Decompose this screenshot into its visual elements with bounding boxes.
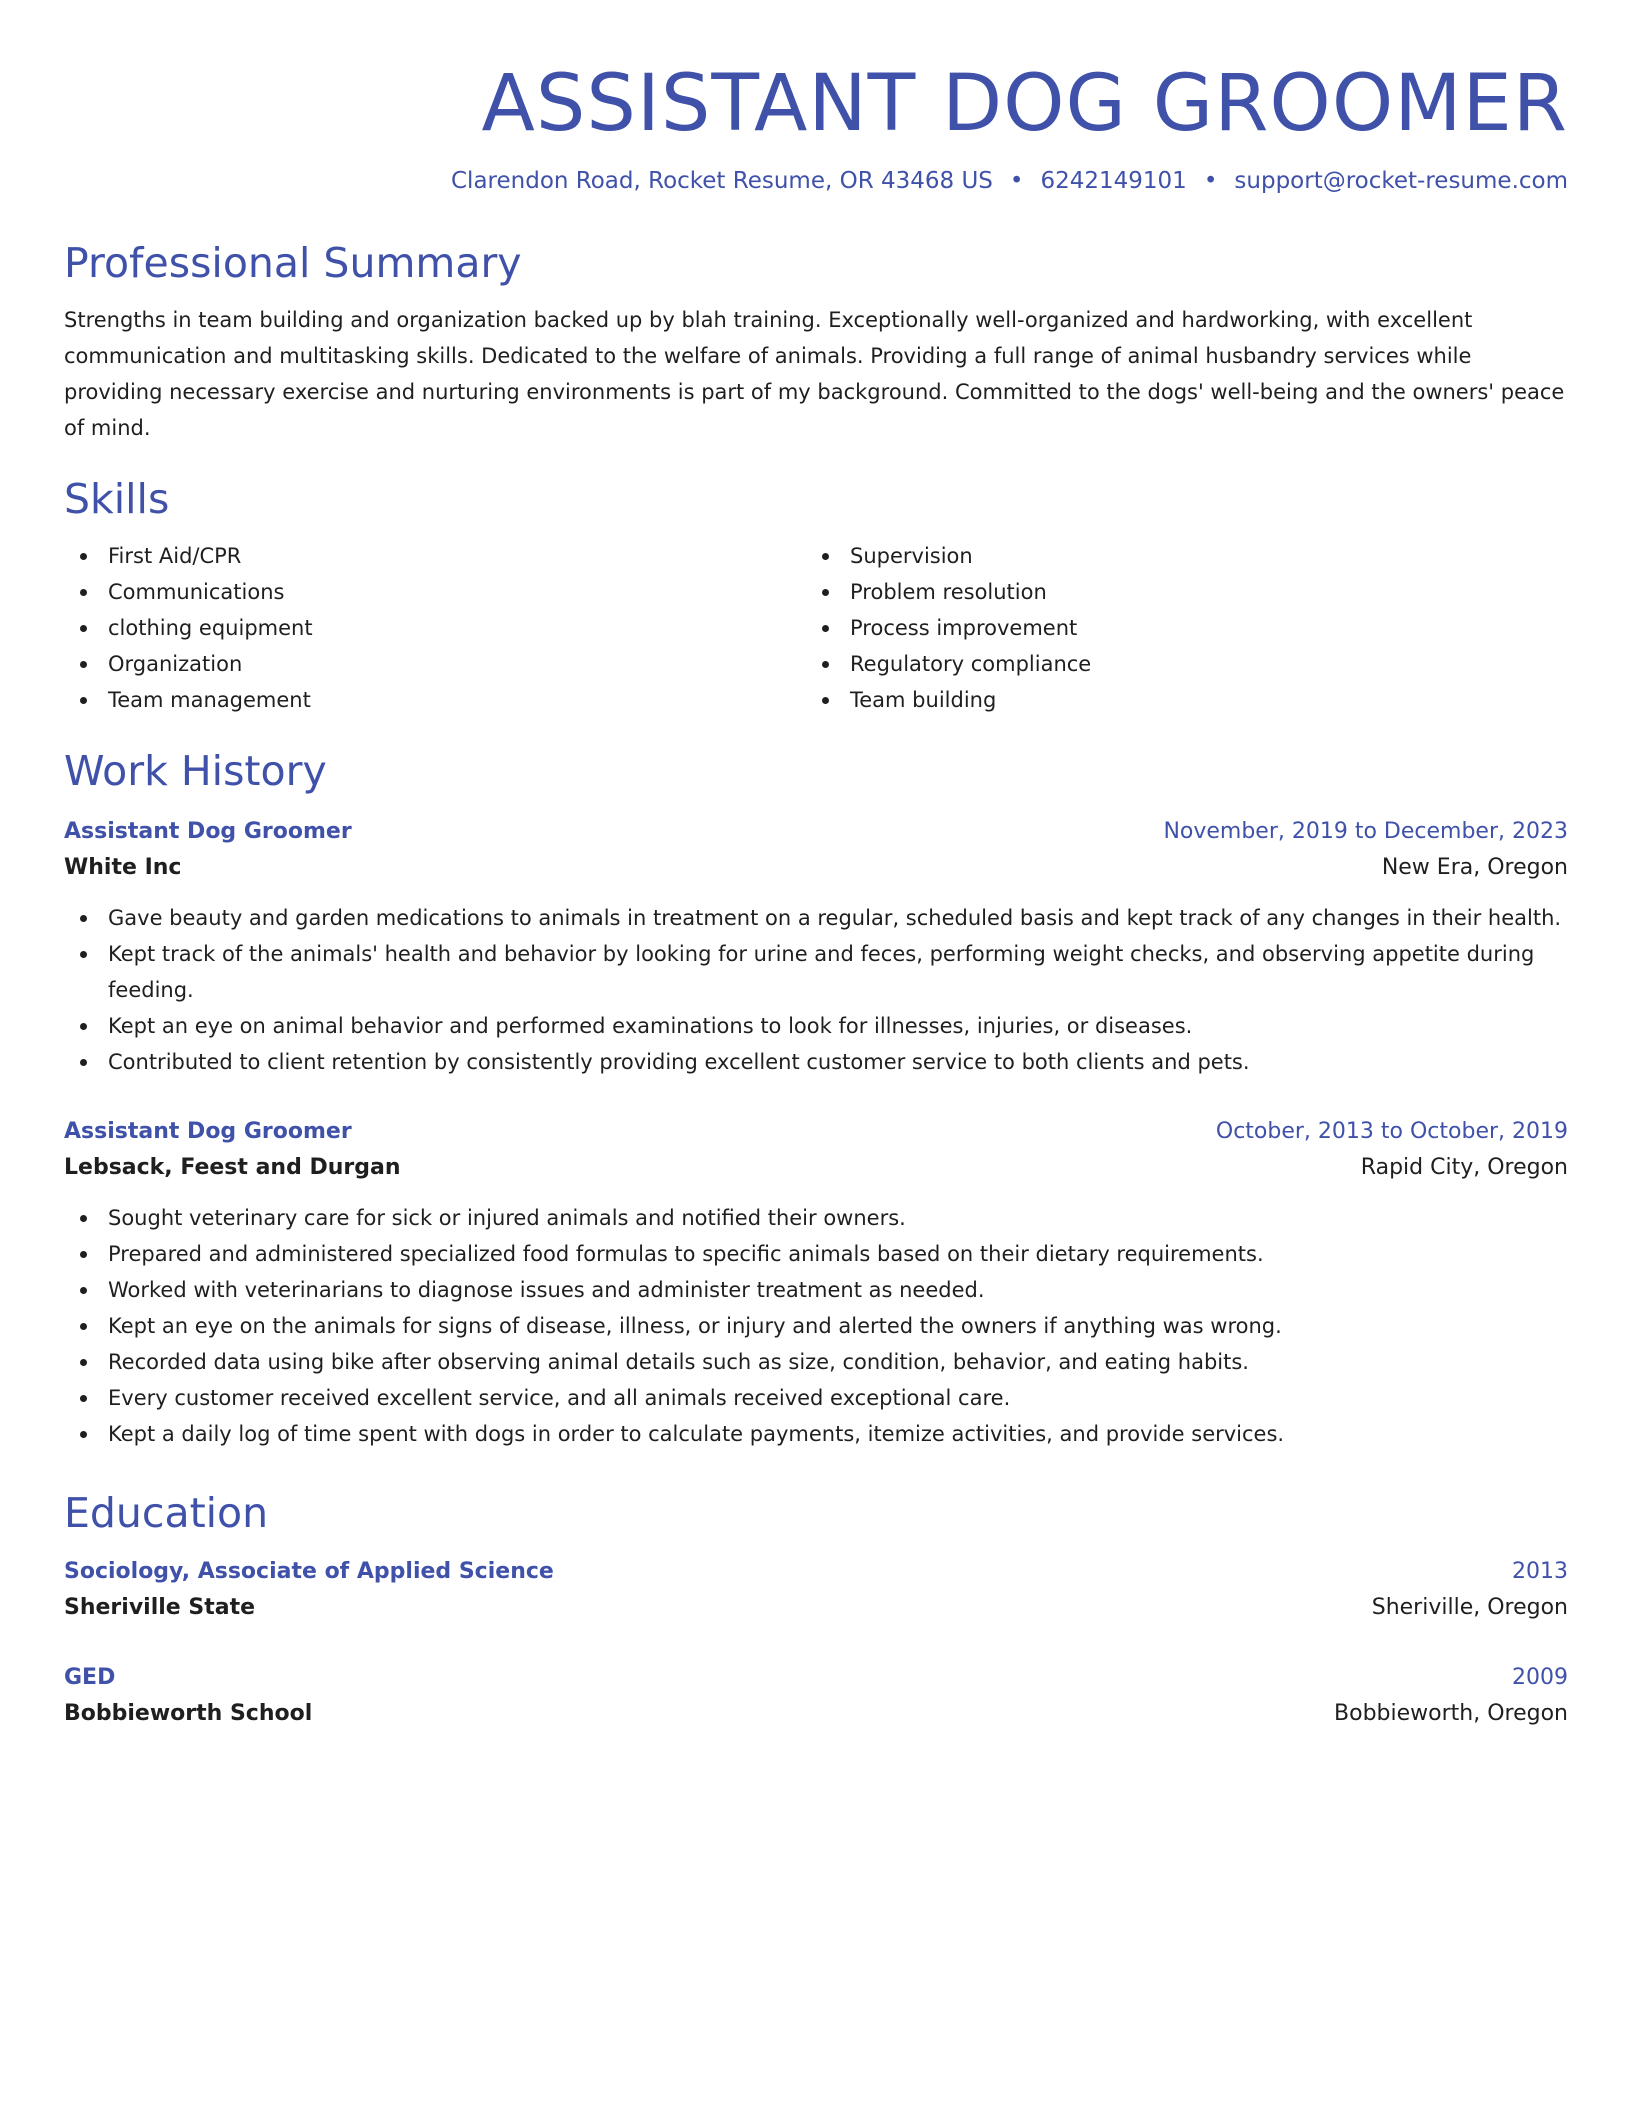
work-entry-header: [64, 1114, 1568, 1150]
contact-separator: •: [1203, 168, 1218, 194]
degree-year: 2009: [1512, 1665, 1568, 1690]
skills-column-left: [64, 538, 806, 718]
contact-line: [64, 164, 1568, 198]
job-bullet: Kept a daily log of time spent with dogs in order to calculate payments, itemize activities, and provide services.: [64, 1416, 1568, 1452]
skill-item: Team building: [806, 682, 1548, 718]
work-entry-subheader: [64, 850, 1568, 886]
job-bullet: Kept an eye on the animals for signs of disease, illness, or injury and alerted the owners if anything was wrong.: [64, 1308, 1568, 1344]
job-bullets: [64, 1200, 1568, 1452]
degree-year: 2013: [1512, 1559, 1568, 1584]
job-bullet: Recorded data using bike after observing animal details such as size, condition, behavior, and eating habits.: [64, 1344, 1568, 1380]
job-title: Assistant Dog Groomer: [64, 819, 352, 844]
employer-name: White Inc: [64, 855, 182, 880]
skills-column-right: [806, 538, 1548, 718]
section-title-education: Education: [64, 1489, 269, 1537]
job-location: Rapid City, Oregon: [1360, 1155, 1568, 1180]
job-bullets: [64, 900, 1568, 1080]
degree-name: Sociology, Associate of Applied Science: [64, 1559, 554, 1584]
degree-name: GED: [64, 1665, 116, 1690]
job-location: New Era, Oregon: [1381, 855, 1568, 880]
contact-address: Clarendon Road, Rocket Resume, OR 43468 US: [451, 168, 993, 194]
job-bullet: Kept an eye on animal behavior and performed examinations to look for illnesses, injuries, or diseases.: [64, 1008, 1568, 1044]
education-entry: [64, 1660, 1568, 1732]
skill-item: First Aid/CPR: [64, 538, 806, 574]
section-title-work-history: Work History: [64, 747, 327, 795]
skill-item: clothing equipment: [64, 610, 806, 646]
employer-name: Lebsack, Feest and Durgan: [64, 1155, 401, 1180]
school-name: Bobbieworth School: [64, 1701, 313, 1726]
job-bullet: Every customer received excellent service, and all animals received exceptional care.: [64, 1380, 1568, 1416]
education-subheader: [64, 1590, 1568, 1626]
resume-page: [64, 0, 1568, 2112]
work-entry: [64, 814, 1568, 1080]
job-bullet: Worked with veterinarians to diagnose issues and administer treatment as needed.: [64, 1272, 1568, 1308]
skill-item: Organization: [64, 646, 806, 682]
job-bullet: Sought veterinary care for sick or injured animals and notified their owners.: [64, 1200, 1568, 1236]
skill-item: Problem resolution: [806, 574, 1548, 610]
education-header: [64, 1554, 1568, 1590]
summary-text: Strengths in team building and organization backed up by blah training. Exceptionally well-organized and hardworking, with excellent communication and multitasking skills. Dedicated to the welfare of animals. Providing a full range of animal husbandry services while providing necessary exercise and nurturing environments is part of my background. Committed to the dogs' well-being and the owners' peace of mind.: [64, 308, 1565, 440]
job-bullet: Gave beauty and garden medications to animals in treatment on a regular, scheduled basis and kept track of any changes in their health.: [64, 900, 1568, 936]
contact-separator: •: [1009, 168, 1024, 194]
section-title-skills: Skills: [64, 475, 170, 523]
skill-item: Team management: [64, 682, 806, 718]
job-title: Assistant Dog Groomer: [64, 1119, 352, 1144]
education-entry: [64, 1554, 1568, 1626]
skill-item: Supervision: [806, 538, 1548, 574]
school-location: Sheriville, Oregon: [1371, 1595, 1568, 1620]
work-entry-subheader: [64, 1150, 1568, 1186]
education-header: [64, 1660, 1568, 1696]
job-bullet: Kept track of the animals' health and behavior by looking for urine and feces, performing weight checks, and observing appetite during feeding.: [64, 936, 1568, 1008]
job-bullet: Prepared and administered specialized food formulas to specific animals based on their dietary requirements.: [64, 1236, 1568, 1272]
school-name: Sheriville State: [64, 1595, 256, 1620]
work-entry: [64, 1114, 1568, 1452]
skill-item: Process improvement: [806, 610, 1548, 646]
school-location: Bobbieworth, Oregon: [1334, 1701, 1568, 1726]
section-title-summary: Professional Summary: [64, 239, 522, 287]
skills-list: [64, 538, 1568, 718]
contact-email: support@rocket-resume.com: [1234, 168, 1568, 194]
work-entry-header: [64, 814, 1568, 850]
resume-name: ASSISTANT DOG GROOMER: [481, 59, 1568, 149]
skill-item: Communications: [64, 574, 806, 610]
contact-phone: 6242149101: [1040, 168, 1187, 194]
skill-item: Regulatory compliance: [806, 646, 1548, 682]
education-subheader: [64, 1696, 1568, 1732]
job-dates: October, 2013 to October, 2019: [1215, 1119, 1568, 1144]
job-bullet: Contributed to client retention by consistently providing excellent customer service to both clients and pets.: [64, 1044, 1568, 1080]
job-dates: November, 2019 to December, 2023: [1163, 819, 1568, 844]
